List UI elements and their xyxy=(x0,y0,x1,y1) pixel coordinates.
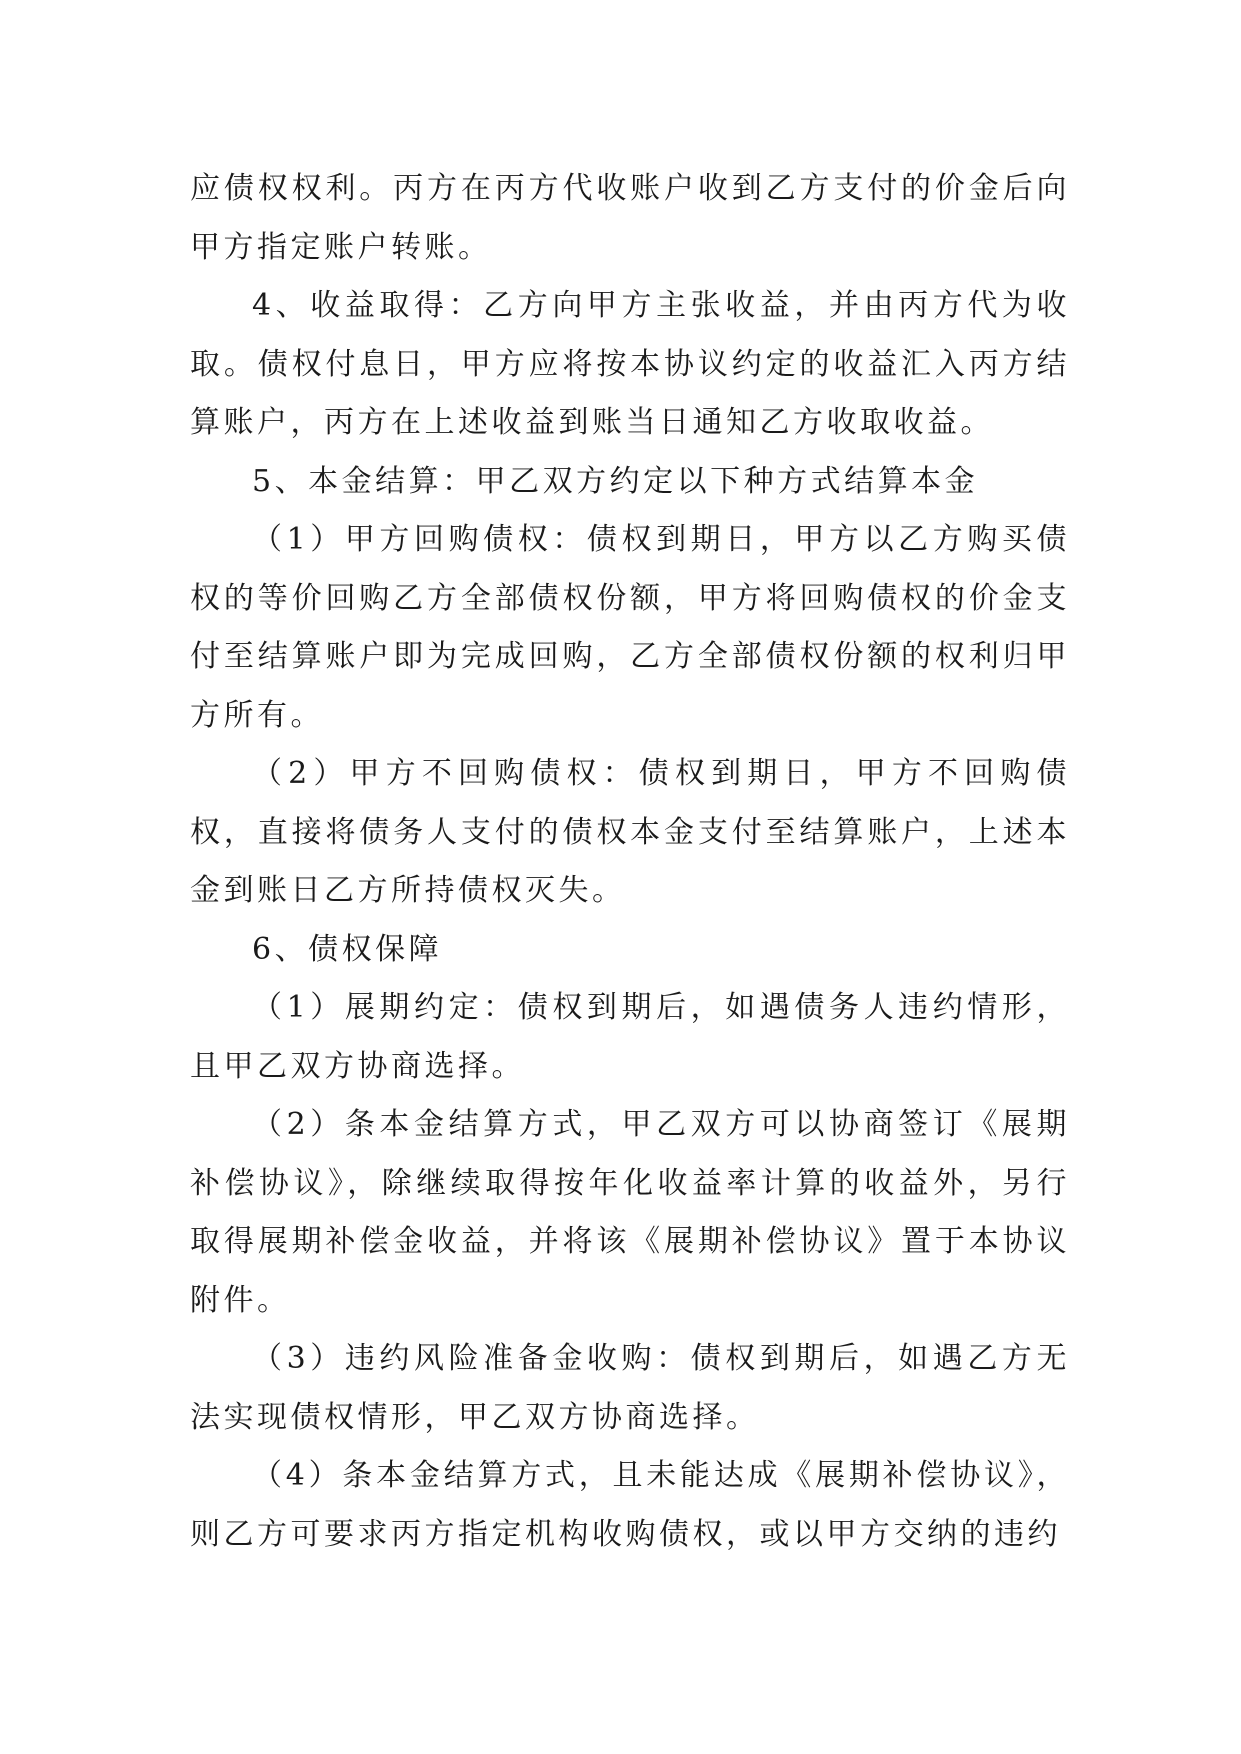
paragraph-principal-settlement: 5、本金结算：甲乙双方约定以下种方式结算本金 xyxy=(252,463,979,499)
paragraph-continuation: 应债权权利。丙方在丙方代收账户收到乙方支付的价金后向甲方指定账户转账。 xyxy=(190,171,1070,265)
paragraph-risk-reserve: （3）违约风险准备金收购：债权到期后，如遇乙方无法实现债权情形，甲乙双方协商选择。 xyxy=(190,1341,1070,1435)
paragraph-no-buyback: （2）甲方不回购债权：债权到期日，甲方不回购债权，直接将债务人支付的债权本金支付至结算账户，上述本金到账日乙方所持债权灭失。 xyxy=(190,756,1070,908)
document-body xyxy=(190,160,1070,1564)
paragraph-buyback: （1）甲方回购债权：债权到期日，甲方以乙方购买债权的等价回购乙方全部债权份额，甲方将回购债权的价金支付至结算账户即为完成回购，乙方全部债权份额的权利归甲方所有。 xyxy=(190,522,1070,733)
paragraph-income-acquisition: 4、收益取得：乙方向甲方主张收益，并由丙方代为收取。债权付息日，甲方应将按本协议约定的收益汇入丙方结算账户，丙方在上述收益到账当日通知乙方收取收益。 xyxy=(190,288,1070,440)
paragraph-extension-compensation: （2）条本金结算方式，甲乙双方可以协商签订《展期补偿协议》，除继续取得按年化收益率计算的收益外，另行取得展期补偿金收益，并将该《展期补偿协议》置于本协议附件。 xyxy=(190,1107,1070,1318)
paragraph-acquisition-request: （4）条本金结算方式，且未能达成《展期补偿协议》，则乙方可要求丙方指定机构收购债权，或以甲方交纳的违约 xyxy=(190,1458,1070,1552)
paragraph-extension-agreement: （1）展期约定：债权到期后，如遇债务人违约情形，且甲乙双方协商选择。 xyxy=(190,990,1070,1084)
paragraph-claim-protection: 6、债权保障 xyxy=(252,931,443,967)
